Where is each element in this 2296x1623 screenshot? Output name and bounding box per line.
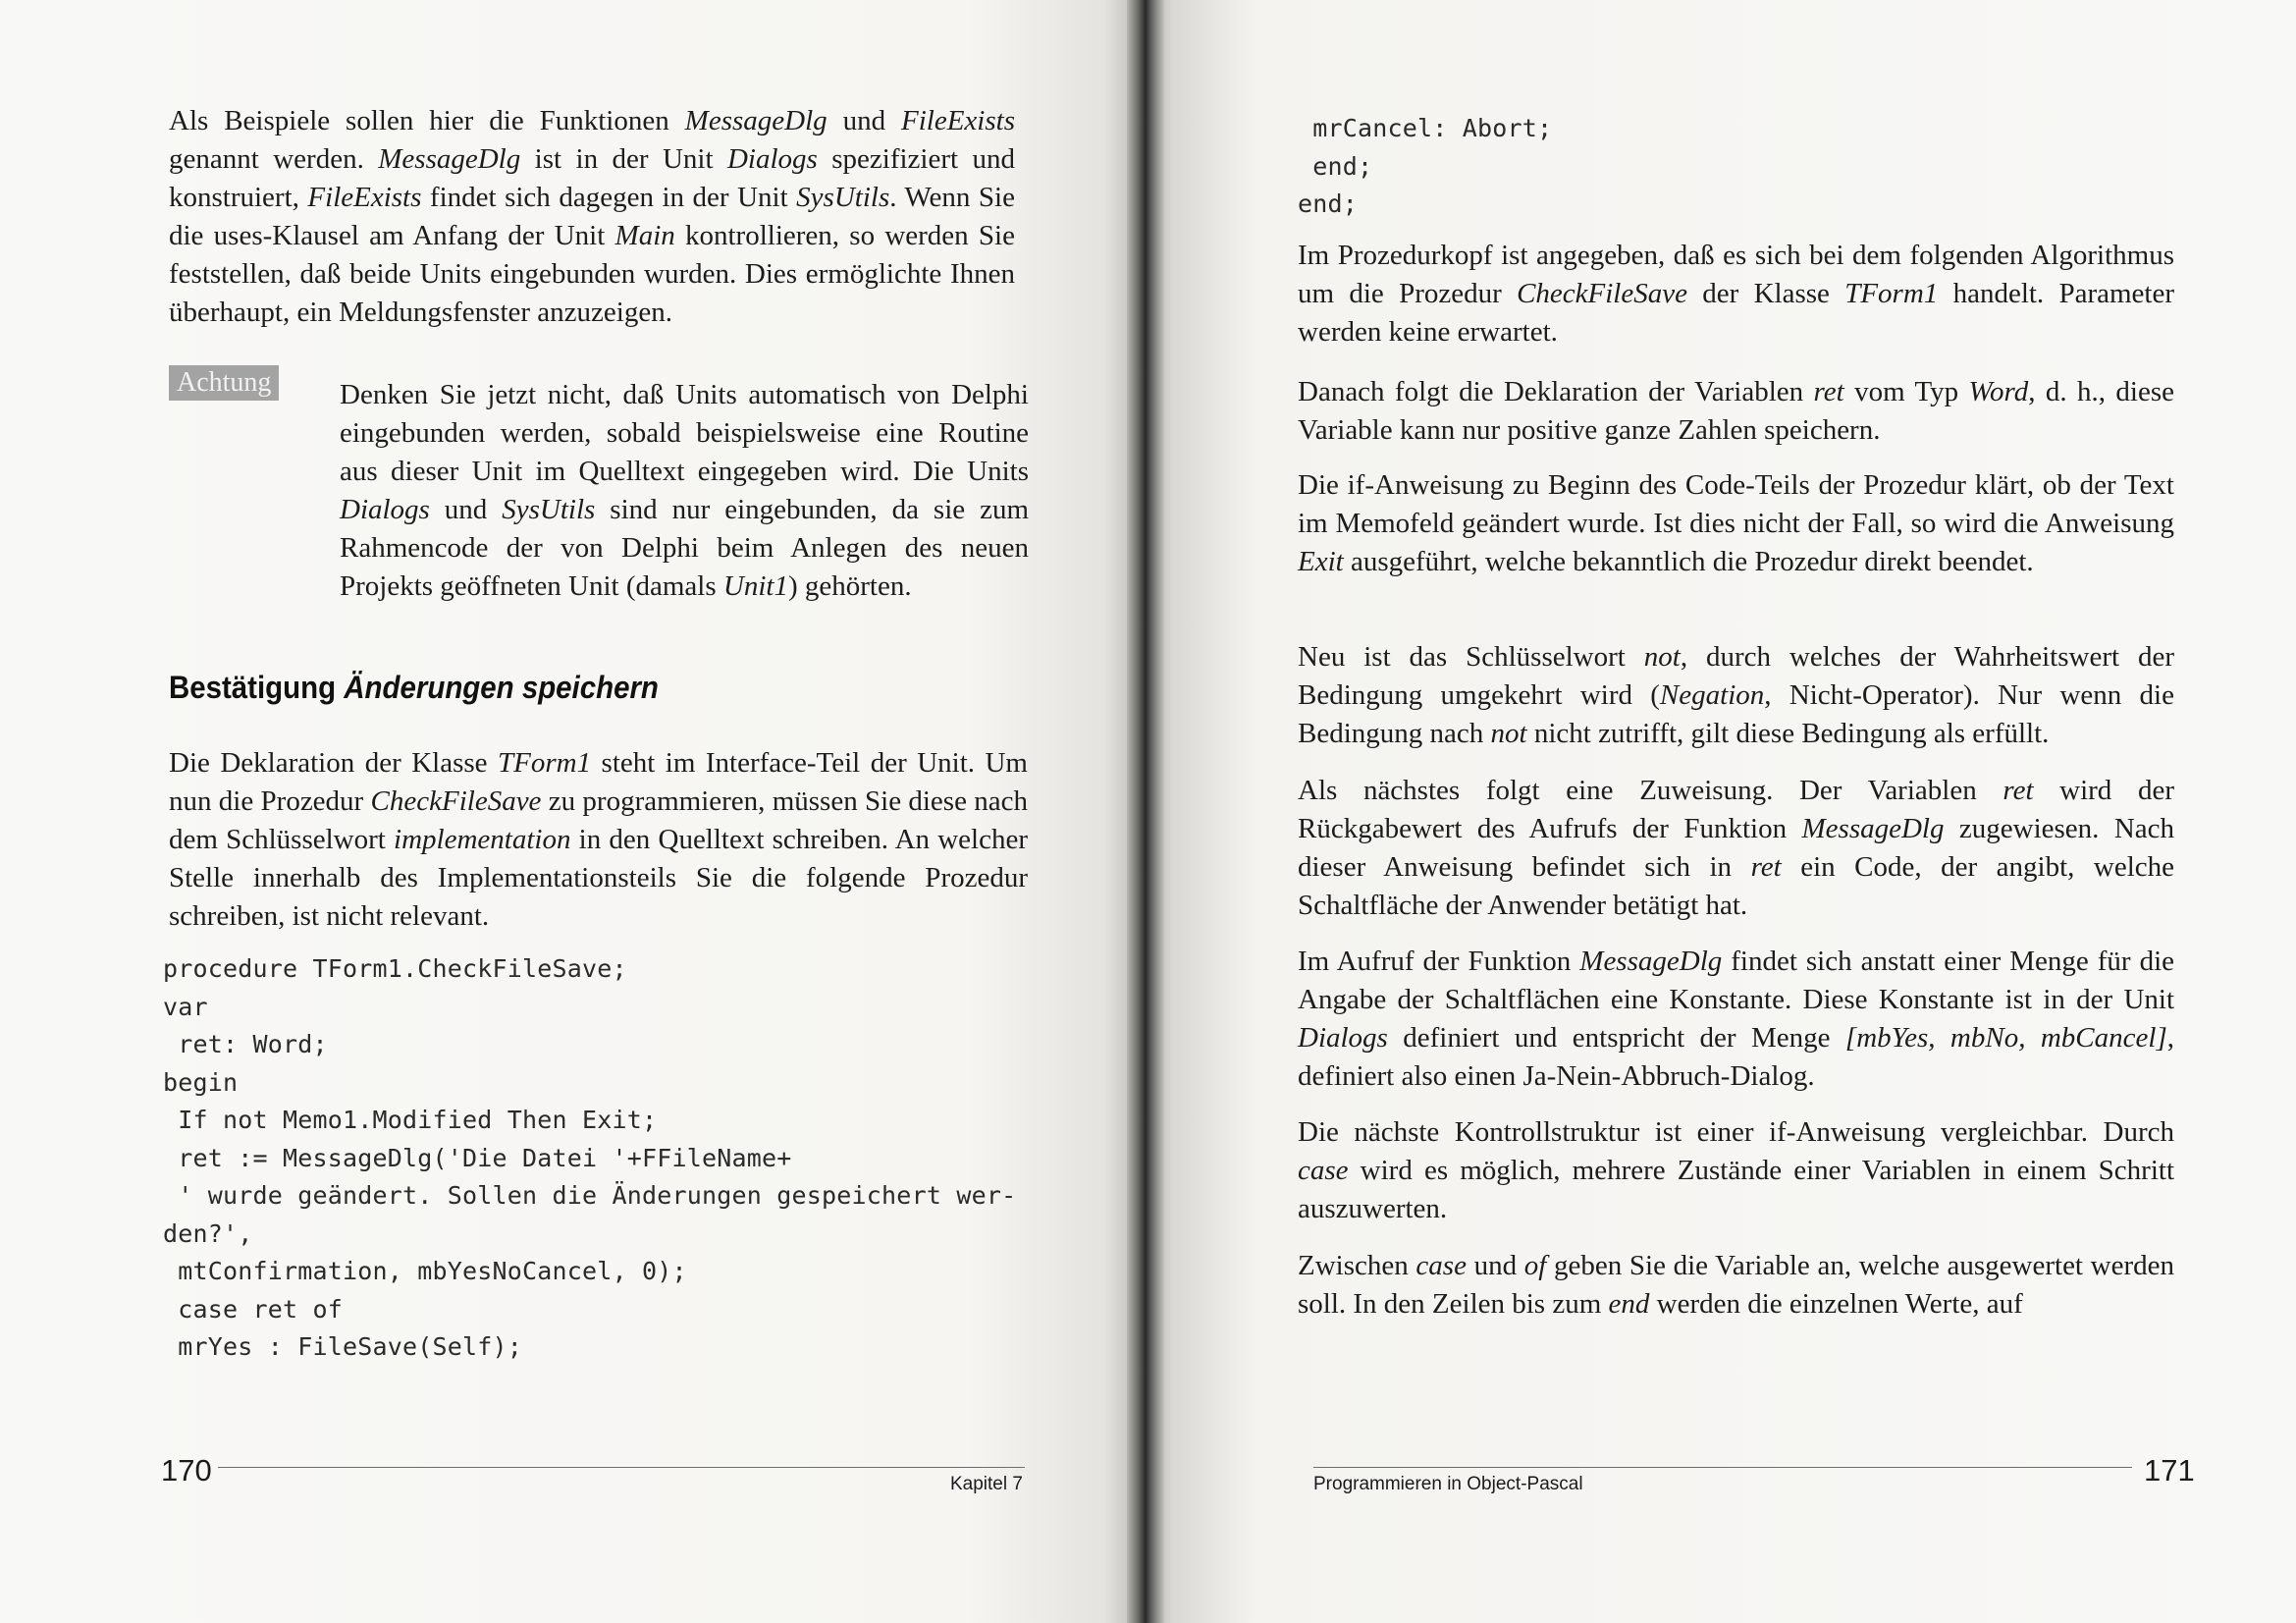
italic-term: Word xyxy=(1968,376,2029,407)
paragraph-4 xyxy=(1298,638,2174,753)
code-line: mrYes : FileSave(Self); xyxy=(163,1332,523,1361)
text-run: nicht zutrifft, gilt diese Bedingung als erfüllt. xyxy=(1526,718,2050,749)
paragraph-8 xyxy=(1298,1247,2174,1324)
code-line: ret := MessageDlg('Die Datei '+FFileName+ xyxy=(163,1143,792,1172)
italic-term: FileExists xyxy=(307,182,422,213)
italic-term: Unit1 xyxy=(722,570,788,602)
code-listing-left xyxy=(163,950,1016,1367)
text-run: Als Beispiele sollen hier die Funktionen xyxy=(169,105,685,136)
italic-term: MessageDlg xyxy=(684,105,828,136)
running-footer-left: Kapitel 7 xyxy=(950,1474,1023,1494)
italic-term: not xyxy=(1490,718,1527,749)
code-line: begin xyxy=(163,1067,239,1097)
page-number-right: 171 xyxy=(2144,1453,2195,1488)
text-run: ein Code, der angibt, welche Schaltfläche der Anwender betätigt hat. xyxy=(1298,851,2174,921)
text-run: Die Deklaration der Klasse xyxy=(169,747,498,779)
italic-term: CheckFileSave xyxy=(1517,278,1687,309)
text-run: werden die einzelnen Werte, auf xyxy=(1649,1288,2023,1320)
text-run: und xyxy=(827,105,902,136)
text-run: , definiert also einen Ja-Nein-Abbruch-Dialog. xyxy=(1298,1022,2174,1092)
paragraph-1 xyxy=(1298,237,2174,352)
text-run: findet sich dagegen in der Unit xyxy=(421,182,797,213)
running-footer-right: Programmieren in Object-Pascal xyxy=(1313,1474,1583,1494)
text-run: , durch welches der Wahrheitswert der Bedingung umgekehrt wird ( xyxy=(1298,641,2175,711)
italic-term: case xyxy=(1298,1155,1349,1186)
paragraph-2 xyxy=(1298,373,2174,450)
italic-term: Exit xyxy=(1298,546,1344,577)
heading-italic: Änderungen speichern xyxy=(344,670,659,705)
text-run: Danach folgt die Deklaration der Variablen xyxy=(1298,376,1814,407)
text-run: ist in der Unit xyxy=(520,143,727,175)
text-run: zugewiesen. Nach dieser Anweisung befindet sich in xyxy=(1298,813,2175,883)
code-listing-right xyxy=(1298,110,1552,224)
text-run: wird es möglich, mehrere Zustände einer Variablen in einem Schritt auszuwerten. xyxy=(1298,1155,2174,1224)
code-line: end; xyxy=(1298,189,1359,218)
page-number-left: 170 xyxy=(161,1453,212,1488)
text-run: Im Aufruf der Funktion xyxy=(1298,946,1580,977)
italic-term: not xyxy=(1643,641,1681,673)
italic-term: SysUtils xyxy=(502,494,596,525)
text-run: ausgeführt, welche bekanntlich die Prozedur direkt beendet. xyxy=(1343,546,2034,577)
text-run: Denken Sie jetzt nicht, daß Units automatisch von Delphi eingebunden werden, sobald beispielsweise eine Routine aus dieser Unit im Quelltext eingegeben wird. Die Units xyxy=(340,379,1029,487)
italic-term: TForm1 xyxy=(1844,278,1939,309)
code-line: If not Memo1.Modified Then Exit; xyxy=(163,1106,658,1134)
book-gutter xyxy=(1127,0,1164,1623)
text-run: vom Typ xyxy=(1843,376,1969,407)
italic-term: Negation xyxy=(1659,679,1765,711)
italic-term: CheckFileSave xyxy=(370,785,542,817)
italic-term: TForm1 xyxy=(498,747,592,779)
italic-term: Dialogs xyxy=(726,143,818,175)
text-run: , Nicht-Operator). Nur wenn die Bedingung nach xyxy=(1298,679,2174,749)
text-run: Im Prozedurkopf ist angegeben, daß es sich bei dem folgenden Algorithmus um die Prozedur xyxy=(1298,240,2174,309)
achtung-badge: Achtung xyxy=(169,365,279,401)
text-run: der Klasse xyxy=(1686,278,1845,309)
text-run: und xyxy=(429,494,503,525)
code-line: var xyxy=(163,992,208,1021)
text-run: Die nächste Kontrollstruktur ist einer if-Anweisung vergleichbar. Durch xyxy=(1298,1116,2174,1148)
paragraph-3 xyxy=(1298,466,2174,581)
text-run: genannt werden. xyxy=(169,143,379,175)
text-run: zu programmieren, müssen Sie diese nach dem Schlüsselwort xyxy=(169,785,1029,855)
paragraph-7 xyxy=(1298,1113,2174,1228)
text-run: geben Sie die Variable an, welche ausgewertet werden soll. In den Zeilen bis zum xyxy=(1298,1250,2174,1320)
italic-term: SysUtils xyxy=(796,182,890,213)
code-line: den?', xyxy=(163,1218,253,1248)
text-run: Die if-Anweisung zu Beginn des Code-Teils der Prozedur klärt, ob der Text im Memofeld geändert wurde. Ist dies nicht der Fall, so wird die Anweisung xyxy=(1298,469,2174,539)
italic-term: [mbYes, mbNo, mbCancel] xyxy=(1844,1022,2167,1054)
paragraph-6 xyxy=(1298,943,2174,1096)
text-run: ) gehörten. xyxy=(787,570,912,602)
italic-term: implementation xyxy=(394,824,571,855)
code-line: mtConfirmation, mbYesNoCancel, 0); xyxy=(163,1257,687,1285)
text-run: findet sich anstatt einer Menge für die Angabe der Schaltflächen eine Konstante. Diese Konstante ist in der Unit xyxy=(1298,946,2174,1015)
italic-term: ret xyxy=(1750,851,1782,883)
note-paragraph xyxy=(340,376,1029,606)
text-run: in den Quelltext schreiben. An welcher Stelle innerhalb des Implementationsteils Sie die folgende Prozedur schreiben, ist nicht relevant. xyxy=(169,824,1028,932)
italic-term: ret xyxy=(1813,376,1844,407)
text-run: spezifiziert und konstruiert, xyxy=(169,143,1015,213)
code-line: ret: Word; xyxy=(163,1030,328,1058)
italic-term: FileExists xyxy=(901,105,1015,136)
text-run: , d. h., diese Variable kann nur positive ganze Zahlen speichern. xyxy=(1298,376,2174,446)
italic-term: Dialogs xyxy=(1298,1022,1388,1054)
footer-rule-right xyxy=(1313,1467,2132,1468)
italic-term: MessageDlg xyxy=(378,143,521,175)
text-run: . Wenn Sie die uses-Klausel am Anfang der Unit xyxy=(169,182,1015,251)
code-line: mrCancel: Abort; xyxy=(1298,114,1553,142)
paragraph-5 xyxy=(1298,772,2174,925)
text-run: und xyxy=(1466,1250,1524,1281)
italic-term: end xyxy=(1608,1288,1650,1320)
code-line: case ret of xyxy=(163,1294,344,1324)
heading-plain: Bestätigung xyxy=(169,670,345,705)
code-line: procedure TForm1.CheckFileSave; xyxy=(163,954,627,983)
italic-term: case xyxy=(1415,1250,1467,1281)
code-line: ' wurde geändert. Sollen die Änderungen gespeichert wer- xyxy=(163,1181,1017,1210)
text-run: handelt. Parameter werden keine erwartet. xyxy=(1298,278,2175,348)
italic-term: of xyxy=(1523,1250,1547,1281)
intro-paragraph xyxy=(169,102,1015,332)
text-run: steht im Interface-Teil der Unit. Um nun die Prozedur xyxy=(169,747,1028,817)
section-heading xyxy=(169,668,659,707)
text-run: Als nächstes folgt eine Zuweisung. Der Variablen xyxy=(1298,775,2003,806)
body-paragraph xyxy=(169,744,1028,936)
text-run: wird der Rückgabewert des Aufrufs der Funktion xyxy=(1298,775,2174,844)
italic-term: MessageDlg xyxy=(1579,946,1723,977)
italic-term: Main xyxy=(614,220,675,251)
text-run: Zwischen xyxy=(1298,1250,1416,1281)
italic-term: MessageDlg xyxy=(1801,813,1945,844)
italic-term: Dialogs xyxy=(340,494,430,525)
italic-term: ret xyxy=(2002,775,2034,806)
text-run: sind nur eingebunden, da sie zum Rahmencode der von Delphi beim Anlegen des neuen Projekts geöffneten Unit (damals xyxy=(340,494,1030,602)
footer-rule-left xyxy=(218,1467,1025,1468)
text-run: Neu ist das Schlüsselwort xyxy=(1298,641,1644,673)
text-run: definiert und entspricht der Menge xyxy=(1387,1022,1845,1054)
text-run: kontrollieren, so werden Sie feststellen, daß beide Units eingebunden wurden. Dies ermöglichte Ihnen überhaupt, ein Meldungsfenster anzuzeigen. xyxy=(169,220,1015,328)
code-line: end; xyxy=(1298,151,1373,181)
